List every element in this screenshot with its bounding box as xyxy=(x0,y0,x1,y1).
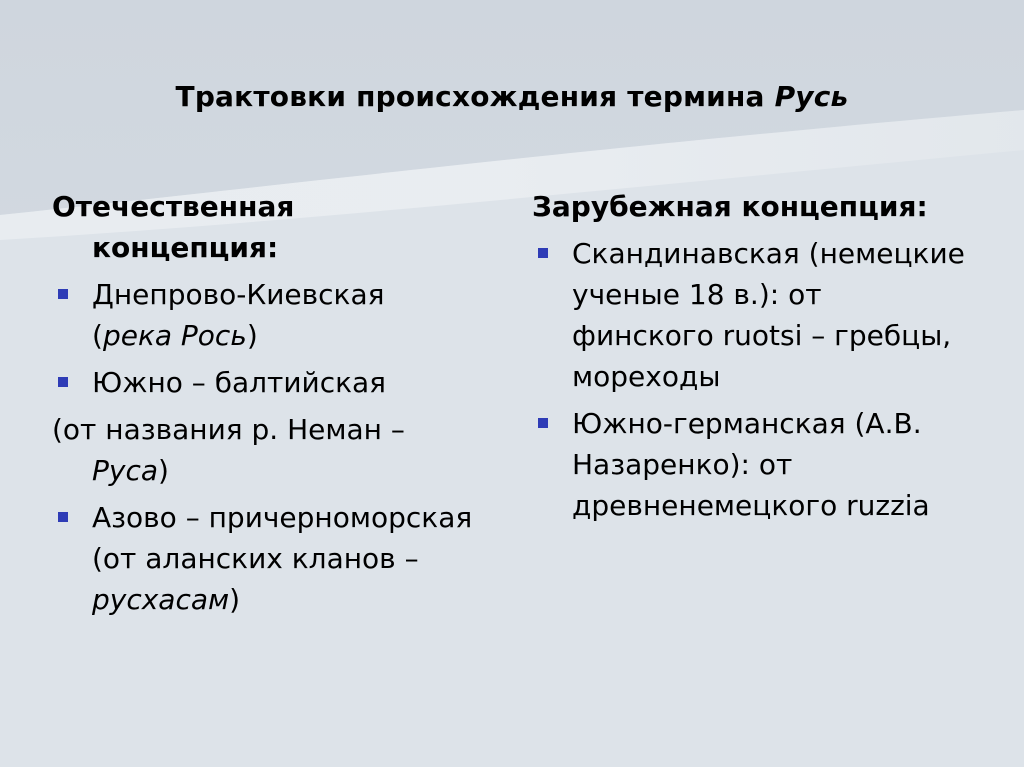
right-item1-text: Скандинавская (немецкие ученые 18 в.): от финского ruotsi – гребцы, мореходы xyxy=(572,237,965,393)
square-bullet-icon xyxy=(58,289,68,299)
list-item xyxy=(52,274,482,356)
left-item2-text: Южно – балтийская xyxy=(92,366,387,399)
left-item3-suffix: ) xyxy=(229,583,241,616)
right-column xyxy=(532,186,972,526)
left-item1-line1: Днепрово-Киевская xyxy=(92,278,385,311)
left-item1-line2 xyxy=(92,315,482,356)
list-item xyxy=(532,233,972,397)
paren-close: ) xyxy=(246,319,258,352)
square-bullet-icon xyxy=(58,512,68,522)
left-note xyxy=(52,409,482,491)
list-item xyxy=(532,403,972,526)
square-bullet-icon xyxy=(58,377,68,387)
left-note-suffix: ) xyxy=(158,454,169,487)
left-note-prefix: (от названия р. Неман – xyxy=(52,413,405,446)
list-item xyxy=(52,497,482,620)
left-column-heading: Отечественная концепция: xyxy=(52,190,295,264)
square-bullet-icon xyxy=(538,248,548,258)
left-item3-emphasis: русхасам xyxy=(92,583,230,616)
left-column xyxy=(52,186,482,620)
square-bullet-icon xyxy=(538,418,548,428)
paren-open: ( xyxy=(92,319,103,352)
list-item xyxy=(52,362,482,403)
left-note-emphasis: Руса xyxy=(92,454,159,487)
slide-title-prefix: Трактовки происхождения термина xyxy=(175,80,775,113)
right-item2-text: Южно-германская (А.В. Назаренко): от древненемецкого ruzzia xyxy=(572,407,930,522)
right-column-heading: Зарубежная концепция: xyxy=(532,190,928,223)
slide-title xyxy=(0,79,1024,115)
left-item1-emphasis: река Рось xyxy=(102,319,247,352)
left-item3-prefix: Азово – причерноморская (от аланских кланов – xyxy=(92,501,473,575)
slide-title-emphasis: Русь xyxy=(774,80,849,113)
